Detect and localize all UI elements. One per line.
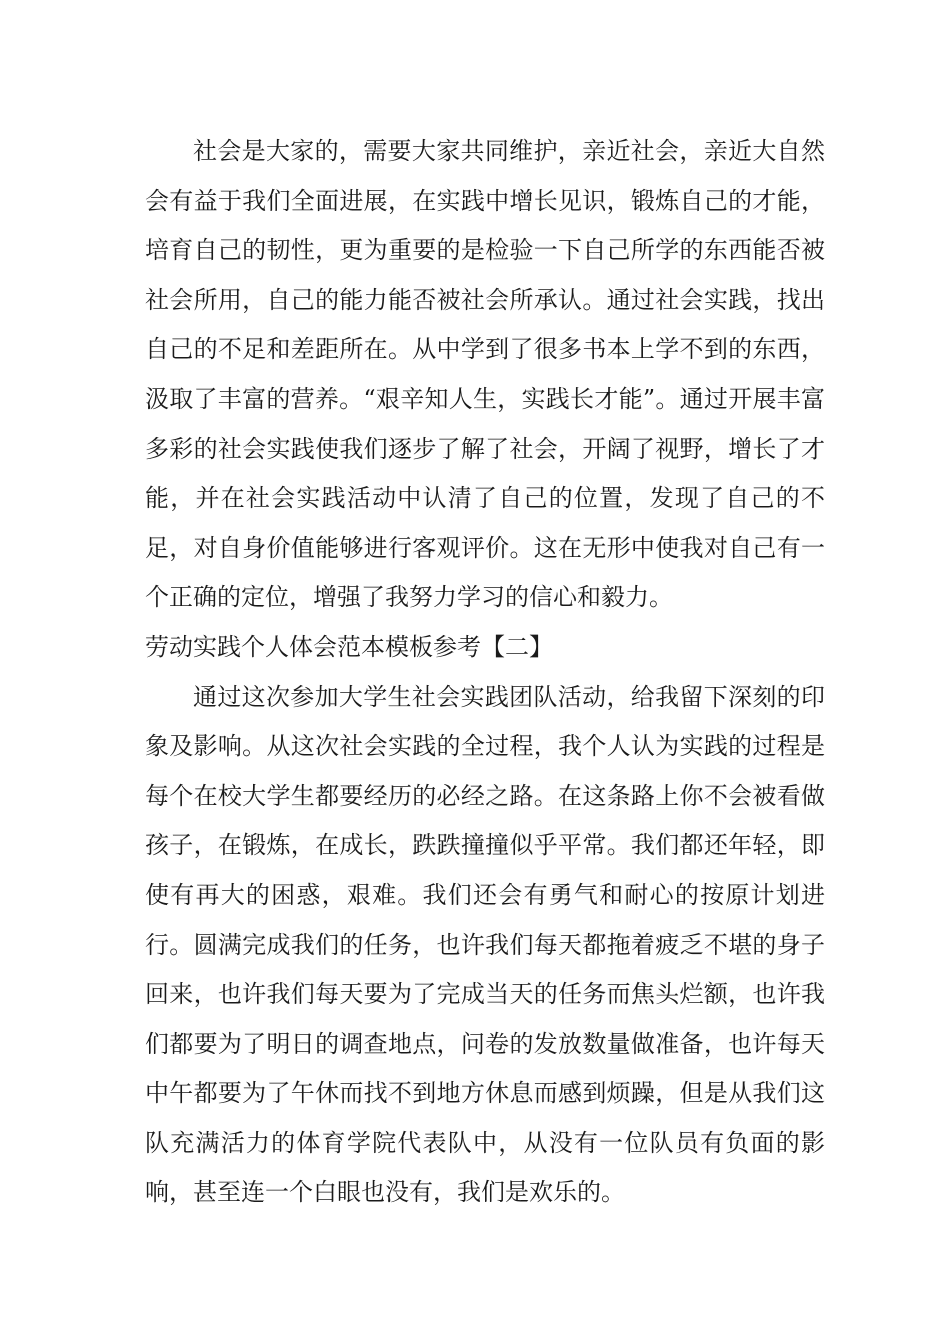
section-heading: 劳动实践个人体会范本模板参考【二】 (145, 632, 553, 661)
document-body (145, 127, 825, 1218)
body-paragraph-2: 通过这次参加大学生社会实践团队活动，给我留下深刻的印象及影响。从这次社会实践的全过程，我个人认为实践的过程是每个在校大学生都要经历的必经之路。在这条路上你不会被看做孩子，在锻炼，在成长，跌跌撞撞似乎平常。我们都还年轻，即使有再大的困惑，艰难。我们还会有勇气和耐心的按原计划进行。圆满完成我们的任务，也许我们每天都拖着疲乏不堪的身子回来，也许我们每天要为了完成当天的任务而焦头烂额，也许我们都要为了明日的调查地点，问卷的发放数量做准备，也许每天中午都要为了午休而找不到地方休息而感到烦躁，但是从我们这队充满活力的体育学院代表队中，从没有一位队员有负面的影响，甚至连一个白眼也没有，我们是欢乐的。 (145, 682, 825, 1207)
body-paragraph-1: 社会是大家的，需要大家共同维护，亲近社会，亲近大自然会有益于我们全面进展，在实践中增长见识，锻炼自己的才能，培育自己的韧性，更为重要的是检验一下自己所学的东西能否被社会所用，自己的能力能否被社会所承认。通过社会实践，找出自己的不足和差距所在。从中学到了很多书本上学不到的东西，汲取了丰富的营养。“艰辛知人生，实践长才能”。通过开展丰富多彩的社会实践使我们逐步了解了社会，开阔了视野，增长了才能，并在社会实践活动中认清了自己的位置，发现了自己的不足，对自身价值能够进行客观评价。这在无形中使我对自己有一个正确的定位，增强了我努力学习的信心和毅力。 (145, 137, 825, 612)
